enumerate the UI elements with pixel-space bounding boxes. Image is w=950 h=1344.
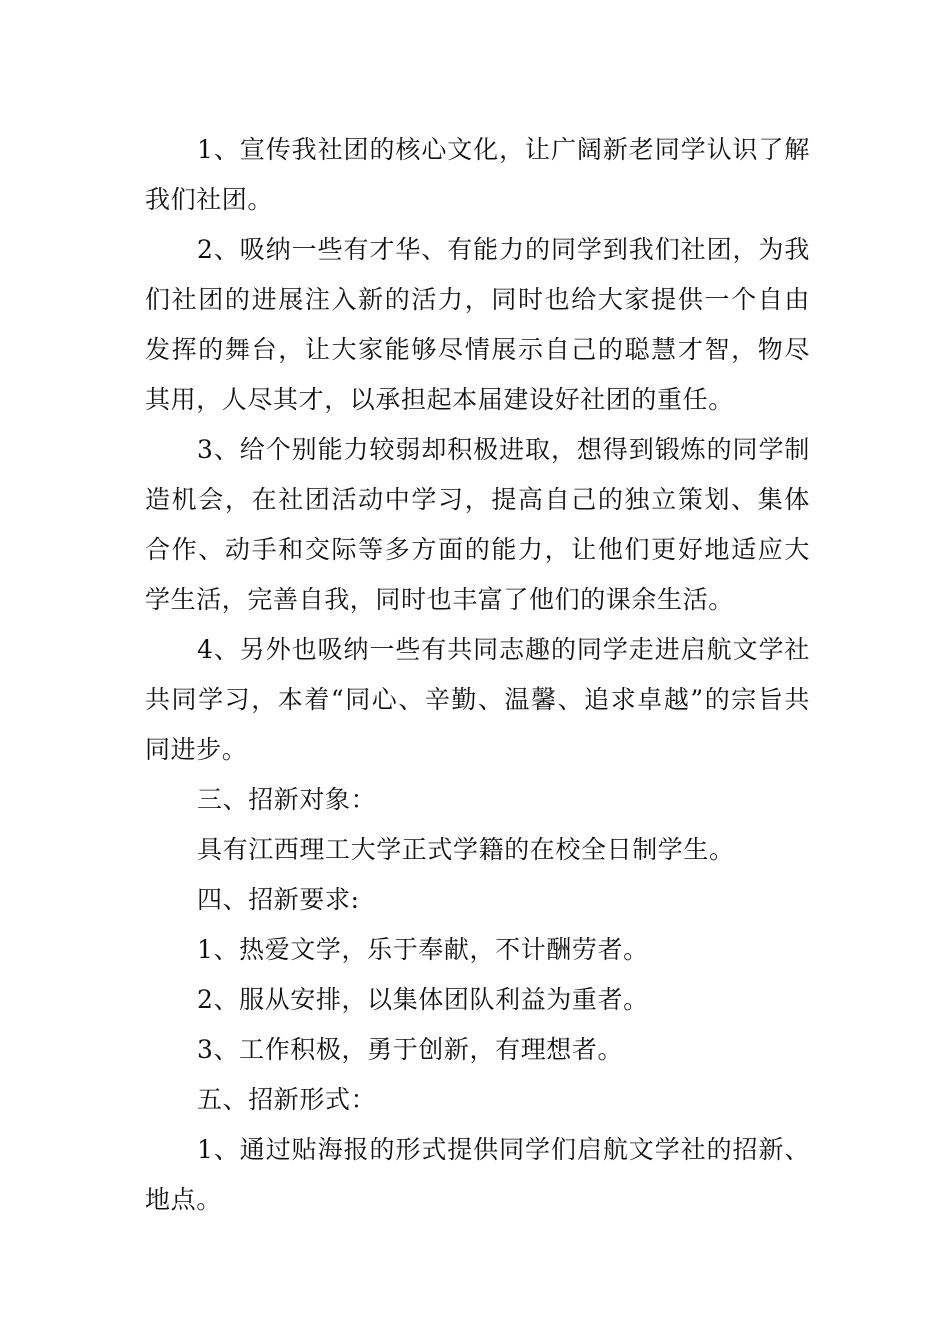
paragraph-requirement-2: 2、服从安排，以集体团队利益为重者。: [197, 985, 649, 1014]
section-heading-recruit-format: 五、招新形式：: [197, 1085, 377, 1114]
document-body: [145, 125, 810, 1225]
paragraph-recruit-target: 具有江西理工大学正式学籍的在校全日制学生。: [197, 835, 735, 864]
paragraph-goal-1: 1、宣传我社团的核心文化，让广阔新老同学认识了解我们社团。: [145, 135, 810, 214]
paragraph-requirement-3: 3、工作积极，勇于创新，有理想者。: [197, 1035, 624, 1064]
section-heading-recruit-target: 三、招新对象：: [197, 785, 377, 814]
paragraph-goal-3: 3、给个别能力较弱却积极进取，想得到锻炼的同学制造机会，在社团活动中学习，提高自己的独立策划、集体合作、动手和交际等多方面的能力，让他们更好地适应大学生活，完善自我，同时也丰富了他们的课余生活。: [145, 435, 810, 614]
paragraph-requirement-1: 1、热爱文学，乐于奉献，不计酬劳者。: [197, 935, 649, 964]
paragraph-goal-2: 2、吸纳一些有才华、有能力的同学到我们社团，为我们社团的进展注入新的活力，同时也给大家提供一个自由发挥的舞台，让大家能够尽情展示自己的聪慧才智，物尽其用，人尽其才，以承担起本届建设好社团的重任。: [145, 235, 810, 414]
paragraph-goal-4: 4、另外也吸纳一些有共同志趣的同学走进启航文学社共同学习，本着“同心、辛勤、温馨、追求卓越”的宗旨共同进步。: [145, 635, 810, 764]
section-heading-recruit-requirements: 四、招新要求:: [197, 885, 360, 914]
paragraph-format-1: 1、通过贴海报的形式提供同学们启航文学社的招新、地点。: [145, 1135, 810, 1214]
